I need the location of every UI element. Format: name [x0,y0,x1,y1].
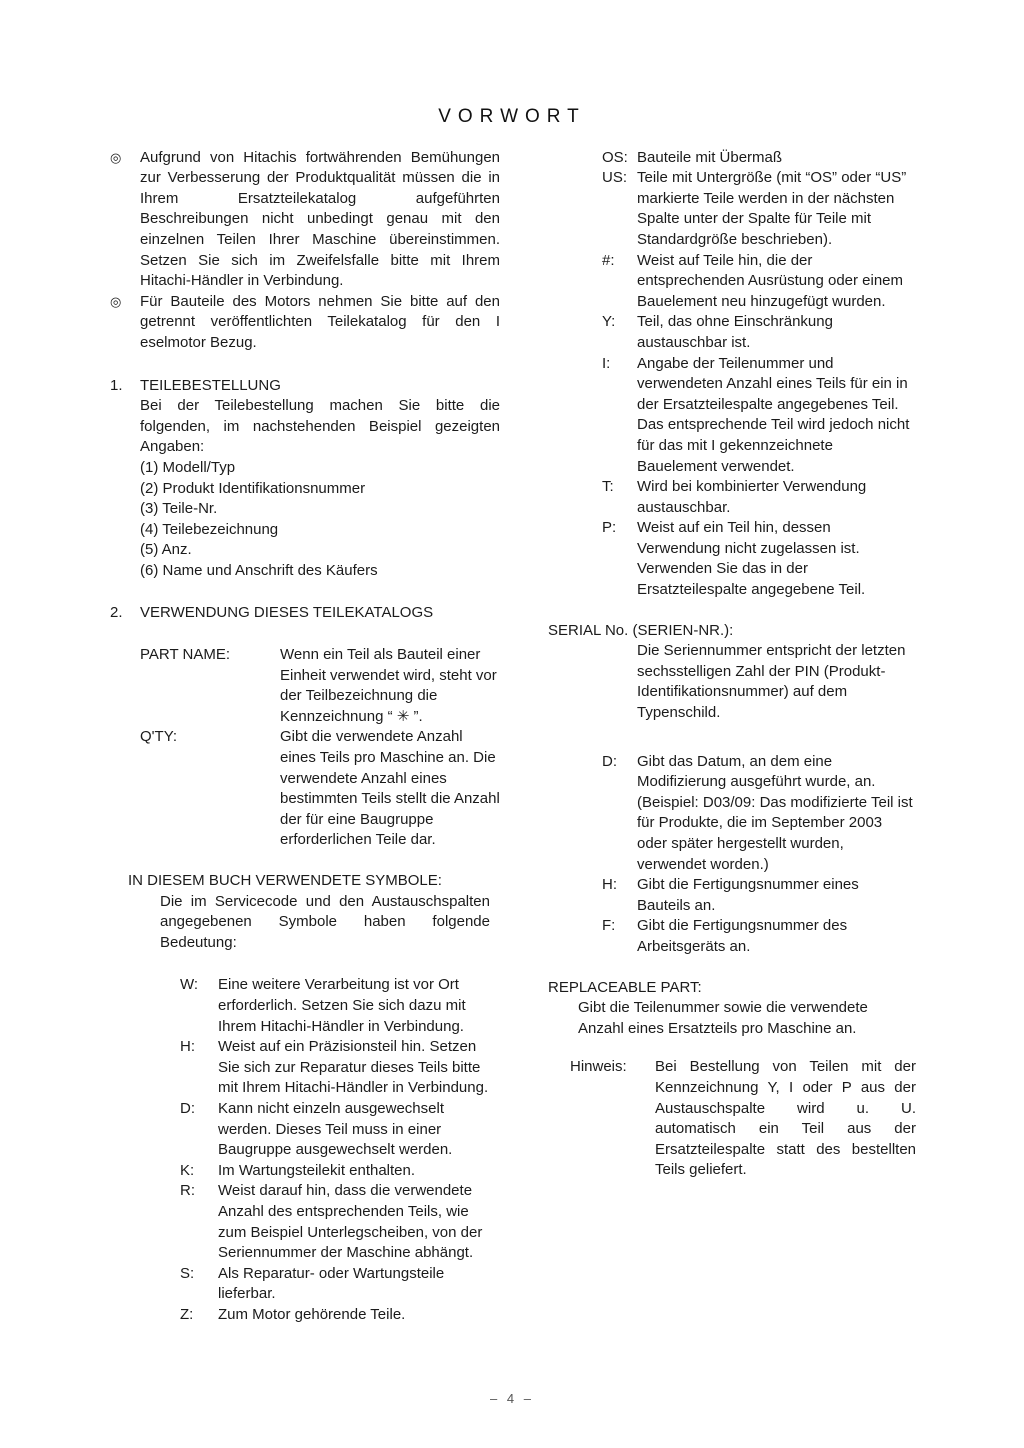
ordering-item: (5) Anz. [140,541,192,559]
page-title: VORWORT [438,106,586,127]
section-body [110,396,500,581]
symbol-description: Gibt das Datum, an dem eine Modifizierung ausgeführt wurde, an. (Beispiel: D03/09: Das modifizierte Teil ist für Produkte, die im September 2003 oder später hergestellt wurden, verwendet worden.) [637,752,913,873]
symbol-row [110,1037,500,1099]
symbol-label: Y: [602,313,616,331]
symbol-list [110,975,500,1325]
symbol-description: Kann nicht einzeln ausgewechselt werden. Dieses Teil muss in einer Baugruppe ausgewechselt werden. [218,1099,453,1159]
symbol-label: R: [180,1182,195,1200]
content-columns [0,148,1024,1326]
symbol-description: Zum Motor gehörende Teile. [218,1305,406,1323]
ordering-item: (1) Modell/Typ [140,458,236,476]
section-title: TEILEBESTELLUNG [140,376,281,394]
symbol-description: Gibt die Fertigungsnummer eines Bauteils an. [637,876,859,914]
note-text: Für Bauteile des Motors nehmen Sie bitte auf den getrennt veröffentlichten Teilekatalog für den I eselmotor Bezug. [140,292,500,351]
symbol-label: Z: [180,1305,194,1323]
symbol-row [548,477,916,518]
note-paragraph [110,148,500,292]
ordering-item: (3) Teile-Nr. [140,500,218,518]
symbol-description: Im Wartungsteilekit enthalten. [218,1161,416,1179]
symbol-row [110,1161,500,1182]
symbol-description: Gibt die Fertigungsnummer des Arbeitsgeräts an. [637,917,848,955]
symbol-row [548,752,916,876]
symbol-label: S: [180,1264,195,1282]
symbol-label: #: [602,251,615,269]
page-number: – 4 – [490,1391,534,1407]
symbol-row [110,1099,500,1161]
section-heading [110,376,500,397]
serial-title: SERIAL No. (SERIEN-NR.): [548,621,734,639]
hinweis-label: Hinweis: [570,1058,627,1076]
symbol-label: D: [602,752,617,770]
symbol-row [110,1264,500,1305]
term-description: Wenn ein Teil als Bauteil einer Einheit verwendet wird, steht vor der Teilbezeichnung die Kennzeichnung “ ✳ ”. [280,646,497,725]
symbol-row [548,168,916,250]
term-row [110,645,500,727]
symbol-label: W: [180,976,199,994]
symbol-row [548,251,916,313]
left-column [110,148,500,1326]
symbol-label: I: [602,354,611,372]
symbol-label: H: [602,876,617,894]
symbol-description: Weist auf Teile hin, die der entsprechenden Ausrüstung oder einem Bauelement neu hinzugefügt wurden. [637,251,904,310]
symbol-row [110,1305,500,1326]
ordering-item: (2) Produkt Identifikationsnummer [140,479,366,497]
section-number: 1. [110,376,123,394]
symbol-description: Weist darauf hin, dass die verwendete Anzahl des entsprechenden Teils, wie zum Beispiel Unterlegscheiben, von der Seriennummer der Maschine abhängt. [218,1182,483,1262]
symbol-description: Eine weitere Verarbeitung ist vor Ort erforderlich. Setzen Sie sich dazu mit Ihrem Hitachi-Händler in Verbindung. [218,976,466,1035]
symbols-section-title: IN DIESEM BUCH VERWENDETE SYMBOLE: [128,872,442,889]
section-number: 2. [110,604,123,622]
symbol-label: US: [602,169,628,187]
symbol-list [548,752,916,958]
symbol-row [110,975,500,1037]
symbol-description: Teil, das ohne Einschränkung austauschbar ist. [637,313,833,351]
symbol-row [548,518,916,600]
symbol-row [548,916,916,957]
symbol-description: Wird bei kombinierter Verwendung austauschbar. [637,478,867,516]
symbol-label: F: [602,917,616,935]
replaceable-part-block [548,978,916,1040]
symbol-description: Teile mit Untergröße (mit “OS” oder “US” markierte Teile werden in der nächsten Spalte unter der Spalte für Teile mit Standardgröße beschrieben). [637,169,907,248]
hinweis-text: Bei Bestellung von Teilen mit der Kennzeichnung Y, I oder P aus der Austauschspalte wird u. U. automatisch ein Teil aus der Ersatzteilespalte statt des bestellten Teils geliefert. [655,1058,916,1179]
section-heading [110,603,500,624]
right-column [548,148,916,1326]
symbols-section-intro: Die im Servicecode und den Austauschspalten angegebenen Symbole haben folgende Bedeutung: [160,892,490,951]
symbol-label: K: [180,1161,195,1179]
section-teilebestellung [110,376,500,582]
term-label: PART NAME: [140,646,231,664]
term-row [110,727,500,851]
symbol-row [548,875,916,916]
ordering-item: (6) Name und Anschrift des Käufers [140,561,378,579]
symbol-label: OS: [602,148,628,166]
term-description: Gibt die verwendete Anzahl eines Teils pro Maschine an. Die verwendete Anzahl eines bestimmten Teils stellt die Anzahl der für eine Baugruppe erforderlichen Teile dar. [280,728,500,849]
note-paragraph [110,292,500,354]
section-title: VERWENDUNG DIESES TEILEKATALOGS [140,604,434,622]
symbol-row [548,312,916,353]
symbol-description: Als Reparatur- oder Wartungsteile lieferbar. [218,1264,445,1303]
symbol-label: D: [180,1099,195,1117]
hinweis-note [548,1057,916,1181]
double-circle-bullet-icon: ◎ [110,293,122,309]
section-verwendung [110,603,500,851]
symbol-description: Bauteile mit Übermaß [637,148,783,166]
ordering-item: (4) Teilebezeichnung [140,520,279,538]
symbol-label: H: [180,1038,195,1056]
symbol-label: T: [602,478,614,496]
note-text: Aufgrund von Hitachis fortwährenden Bemühungen zur Verbesserung der Produktqualität müssen die in Ihrem Ersatzteilekatalog aufgeführten Beschreibungen nicht unbedingt genau mit den einzelnen Teilen Ihrer Maschine übereinstimmen. Setzen Sie sich im Zweifelsfalle bitte mit Ihrem Hitachi-Händler in Verbindung. [140,148,500,290]
symbol-description: Angabe der Teilenummer und verwendeten Anzahl eines Teils für ein in der Ersatzteilespalte angegebenes Teil. Das entsprechende Teil wird jedoch nicht für das mit I gekennzeichnete Bauelement verwendet. [637,354,910,475]
symbol-description: Weist auf ein Präzisionsteil hin. Setzen Sie sich zur Reparatur dieses Teils bitte mit Ihrem Hitachi-Händler in Verbindung. [218,1038,489,1097]
symbol-label: P: [602,519,617,537]
symbol-row [110,1181,500,1263]
term-label: Q'TY: [140,728,178,746]
serial-description: Die Seriennummer entspricht der letzten sechsstelligen Zahl der PIN (Produkt-Identifikationsnummer) auf dem Typenschild. [637,642,906,722]
section-intro: Bei der Teilebestellung machen Sie bitte die folgenden, im nachstehenden Beispiel gezeigten Angaben: [140,397,500,456]
term-list [110,645,500,851]
symbol-row [548,354,916,478]
serial-number-block [548,621,916,724]
symbol-row [548,148,916,169]
replaceable-part-description: Gibt die Teilenummer sowie die verwendete Anzahl eines Ersatzteils pro Maschine an. [578,999,868,1037]
symbol-description: Weist auf ein Teil hin, dessen Verwendung nicht zugelassen ist. Verwenden Sie das in der Ersatzteilespalte angegebene Teil. [637,519,866,599]
replaceable-part-title: REPLACEABLE PART: [548,978,702,996]
double-circle-bullet-icon: ◎ [110,149,122,165]
